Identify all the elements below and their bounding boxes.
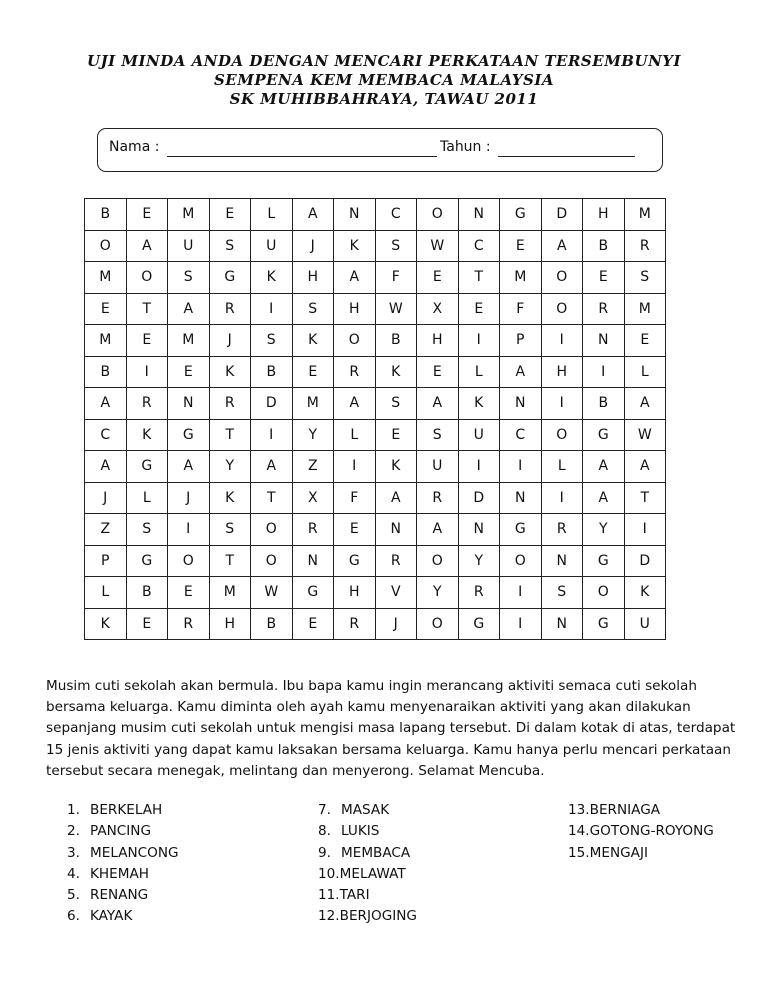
grid-cell[interactable]: L [624,356,666,388]
word-list-col-2 [318,800,417,928]
grid-cell[interactable]: A [583,482,625,514]
grid-cell[interactable]: B [583,388,625,420]
grid-cell[interactable]: L [541,451,583,483]
grid-row [85,293,666,325]
grid-cell[interactable]: G [209,262,251,294]
grid-cell[interactable]: E [624,325,666,357]
grid-row [85,262,666,294]
word-item: 7. MASAK [318,802,390,818]
grid-cell[interactable]: R [624,230,666,262]
grid-cell[interactable]: S [209,514,251,546]
grid-cell[interactable]: R [583,293,625,325]
grid-cell[interactable]: B [583,230,625,262]
grid-cell[interactable]: E [168,577,210,609]
grid-cell[interactable]: N [168,388,210,420]
grid-cell[interactable]: D [541,199,583,231]
grid-cell[interactable]: A [334,388,376,420]
grid-cell[interactable]: T [251,482,293,514]
grid-cell[interactable]: E [292,608,334,640]
grid-cell[interactable]: I [251,293,293,325]
grid-cell[interactable]: U [417,451,459,483]
grid-cell[interactable]: N [458,199,500,231]
grid-cell[interactable]: B [85,199,127,231]
grid-row [85,419,666,451]
grid-cell[interactable]: A [292,199,334,231]
grid-cell[interactable]: R [126,388,168,420]
grid-cell[interactable]: Y [209,451,251,483]
grid-cell[interactable]: B [251,356,293,388]
grid-cell[interactable]: L [458,356,500,388]
grid-cell[interactable]: I [541,482,583,514]
grid-cell[interactable]: Y [458,545,500,577]
grid-cell[interactable]: E [375,419,417,451]
instruction-line: bersama keluarga. Kamu diminta oleh ayah kamu menyenaraikan aktiviti yang akan dilakukan [46,699,691,716]
grid-cell[interactable]: M [624,199,666,231]
word-item: 15.MENGAJI [568,844,648,861]
grid-row [85,451,666,483]
grid-cell[interactable]: S [624,262,666,294]
grid-cell[interactable]: H [334,577,376,609]
grid-cell[interactable]: J [375,608,417,640]
grid-cell[interactable]: S [209,230,251,262]
grid-row [85,325,666,357]
grid-cell[interactable]: M [292,388,334,420]
grid-cell[interactable]: S [292,293,334,325]
grid-cell[interactable]: E [417,356,459,388]
grid-cell[interactable]: U [251,230,293,262]
grid-cell[interactable]: M [209,577,251,609]
word-item: 6. KAYAK [67,908,133,925]
grid-cell[interactable]: U [624,608,666,640]
grid-row [85,577,666,609]
grid-cell[interactable]: I [583,356,625,388]
instruction-line: Musim cuti sekolah akan bermula. Ibu bapa kamu ingin merancang aktiviti semaca cuti sekolah [46,678,697,694]
grid-cell[interactable]: E [334,514,376,546]
grid-cell[interactable]: K [209,356,251,388]
grid-cell[interactable]: O [85,230,127,262]
word-item: 8. LUKIS [318,823,380,840]
grid-cell[interactable]: P [500,325,542,357]
grid-cell[interactable]: G [583,608,625,640]
grid-cell[interactable]: X [292,482,334,514]
grid-cell[interactable]: K [624,577,666,609]
grid-cell[interactable]: G [458,608,500,640]
grid-cell[interactable]: I [541,388,583,420]
instruction-line: sepanjang musim cuti sekolah untuk mengisi masa lapang tersebut. Di dalam kotak di atas, terdapat [46,720,736,737]
grid-cell[interactable]: T [624,482,666,514]
grid-cell[interactable]: B [375,325,417,357]
grid-cell[interactable]: S [375,388,417,420]
grid-cell[interactable]: K [209,482,251,514]
grid-cell[interactable]: R [458,577,500,609]
grid-cell[interactable]: E [126,199,168,231]
grid-cell[interactable]: O [417,545,459,577]
grid-cell[interactable]: L [85,577,127,609]
instructions [46,676,736,782]
grid-cell[interactable]: A [334,262,376,294]
name-label: Nama : [109,139,160,155]
grid-cell[interactable]: S [375,230,417,262]
grid-cell[interactable]: A [126,230,168,262]
grid-cell[interactable]: S [251,325,293,357]
grid-cell[interactable]: N [583,325,625,357]
grid-cell[interactable]: C [458,230,500,262]
grid-cell[interactable]: G [583,545,625,577]
grid-cell[interactable]: X [417,293,459,325]
grid-cell[interactable]: K [375,356,417,388]
grid-cell[interactable]: W [624,419,666,451]
grid-cell[interactable]: O [251,545,293,577]
grid-cell[interactable]: O [334,325,376,357]
grid-cell[interactable]: Z [292,451,334,483]
grid-cell[interactable]: N [375,514,417,546]
grid-cell[interactable]: I [500,451,542,483]
grid-cell[interactable]: T [458,262,500,294]
name-field[interactable] [167,156,437,157]
grid-cell[interactable]: H [334,293,376,325]
grid-cell[interactable]: E [292,356,334,388]
grid-cell[interactable]: H [417,325,459,357]
grid-row [85,482,666,514]
grid-cell[interactable]: B [126,577,168,609]
word-item: 14.GOTONG-ROYONG [568,823,714,840]
grid-cell[interactable]: Y [292,419,334,451]
grid-cell[interactable]: K [292,325,334,357]
grid-cell[interactable]: O [126,262,168,294]
grid-cell[interactable]: M [500,262,542,294]
grid-cell[interactable]: S [168,262,210,294]
grid-cell[interactable]: G [500,514,542,546]
grid-cell[interactable]: T [126,293,168,325]
title-line-2: SEMPENA KEM MEMBACA MALAYSIA [213,71,555,89]
grid-cell[interactable]: A [541,230,583,262]
grid-cell[interactable]: A [500,356,542,388]
grid-cell[interactable]: M [624,293,666,325]
grid-cell[interactable]: J [209,325,251,357]
instruction-line: tersebut secara menegak, melintang dan menyerong. Selamat Mencuba. [46,762,545,779]
grid-cell[interactable]: H [583,199,625,231]
grid-cell[interactable]: K [85,608,127,640]
grid-cell[interactable]: A [85,451,127,483]
grid-cell[interactable]: S [541,577,583,609]
grid-row [85,608,666,640]
grid-cell[interactable]: W [375,293,417,325]
grid-cell[interactable]: R [168,608,210,640]
grid-cell[interactable]: H [541,356,583,388]
grid-cell[interactable]: N [334,199,376,231]
grid-cell[interactable]: A [168,293,210,325]
grid-cell[interactable]: M [85,325,127,357]
grid-cell[interactable]: W [417,230,459,262]
grid-cell[interactable]: O [251,514,293,546]
grid-cell[interactable]: A [417,388,459,420]
grid-cell[interactable]: I [624,514,666,546]
grid-cell[interactable]: O [541,419,583,451]
grid-cell[interactable]: R [292,514,334,546]
grid-cell[interactable]: E [85,293,127,325]
grid-cell[interactable]: C [375,199,417,231]
grid-cell[interactable]: U [168,230,210,262]
word-item: 10.MELAWAT [318,865,406,882]
name-year-box [97,128,663,172]
word-item: 12.BERJOGING [318,908,417,925]
grid-row [85,388,666,420]
grid-cell[interactable]: C [500,419,542,451]
grid-cell[interactable]: R [417,482,459,514]
grid-cell[interactable]: A [375,482,417,514]
grid-cell[interactable]: G [334,545,376,577]
grid-cell[interactable]: I [334,451,376,483]
grid-cell[interactable]: E [168,356,210,388]
grid-cell[interactable]: N [541,545,583,577]
grid-cell[interactable]: O [541,262,583,294]
grid-cell[interactable]: E [458,293,500,325]
grid-cell[interactable]: S [417,419,459,451]
grid-cell[interactable]: V [375,577,417,609]
grid-cell[interactable]: O [541,293,583,325]
grid-cell[interactable]: F [375,262,417,294]
grid-cell[interactable]: E [583,262,625,294]
grid-cell[interactable]: H [209,608,251,640]
grid-cell[interactable]: L [334,419,376,451]
grid-cell[interactable]: I [168,514,210,546]
grid-row [85,545,666,577]
grid-cell[interactable]: R [375,545,417,577]
grid-cell[interactable]: N [292,545,334,577]
grid-cell[interactable]: A [417,514,459,546]
grid-cell[interactable]: J [292,230,334,262]
grid-cell[interactable]: K [334,230,376,262]
grid-cell[interactable]: M [85,262,127,294]
grid-row [85,514,666,546]
grid-cell[interactable]: I [500,577,542,609]
word-item: 9. MEMBACA [318,844,411,861]
grid-cell[interactable]: E [417,262,459,294]
grid-cell[interactable]: I [458,325,500,357]
grid-cell[interactable]: B [85,356,127,388]
grid-cell[interactable]: E [126,325,168,357]
grid-cell[interactable]: G [500,199,542,231]
grid-cell[interactable]: G [126,545,168,577]
grid-cell[interactable]: O [417,199,459,231]
grid-cell[interactable]: B [251,608,293,640]
grid-cell[interactable]: O [168,545,210,577]
grid-cell[interactable]: U [458,419,500,451]
grid-cell[interactable]: E [500,230,542,262]
grid-cell[interactable]: S [126,514,168,546]
grid-cell[interactable]: K [375,451,417,483]
grid-cell[interactable]: O [417,608,459,640]
title-line-3: SK MUHIBBAHRAYA, TAWAU 2011 [229,90,539,108]
word-item: 5. RENANG [67,887,149,904]
grid-cell[interactable]: N [500,482,542,514]
grid-cell[interactable]: N [541,608,583,640]
grid-cell[interactable]: E [209,199,251,231]
instruction-line: 15 jenis aktiviti yang dapat kamu laksakan bersama keluarga. Kamu hanya perlu mencari perkataan [46,741,731,758]
grid-cell[interactable]: A [85,388,127,420]
grid-cell[interactable]: J [85,482,127,514]
grid-cell[interactable]: D [251,388,293,420]
grid-cell[interactable]: N [458,514,500,546]
word-search-grid [84,198,666,640]
grid-cell[interactable]: A [624,451,666,483]
grid-cell[interactable]: O [500,545,542,577]
grid-cell[interactable]: Y [583,514,625,546]
grid-cell[interactable]: D [458,482,500,514]
grid-cell[interactable]: T [209,545,251,577]
grid-cell[interactable]: K [251,262,293,294]
worksheet-title [0,52,768,109]
word-item: 2. PANCING [67,823,151,840]
grid-cell[interactable]: F [500,293,542,325]
grid-cell[interactable]: M [168,325,210,357]
grid-cell[interactable]: R [541,514,583,546]
grid-cell[interactable]: O [583,577,625,609]
grid-cell[interactable]: K [126,419,168,451]
grid-cell[interactable]: R [334,356,376,388]
grid-cell[interactable]: I [541,325,583,357]
word-item: 4. KHEMAH [67,865,149,882]
word-list-col-1 [67,800,179,928]
grid-cell[interactable]: E [126,608,168,640]
grid-cell[interactable]: W [251,577,293,609]
grid-row [85,356,666,388]
word-item: 1. BERKELAH [67,802,163,818]
grid-cell[interactable]: Y [417,577,459,609]
grid-cell[interactable]: G [126,451,168,483]
grid-cell[interactable]: J [168,482,210,514]
grid-row [85,230,666,262]
word-item: 13.BERNIAGA [568,802,661,818]
grid-cell[interactable]: H [292,262,334,294]
grid-cell[interactable]: Z [85,514,127,546]
grid-cell[interactable]: R [209,293,251,325]
grid-cell[interactable]: L [126,482,168,514]
grid-cell[interactable]: I [251,419,293,451]
word-list-col-3 [568,800,714,864]
grid-cell[interactable]: L [251,199,293,231]
grid-cell[interactable]: I [126,356,168,388]
grid-cell[interactable]: T [209,419,251,451]
grid-cell[interactable]: A [624,388,666,420]
year-field[interactable] [498,156,635,157]
word-item: 11.TARI [318,887,370,904]
grid-cell[interactable]: D [624,545,666,577]
grid-cell[interactable]: G [292,577,334,609]
grid-cell[interactable]: I [500,608,542,640]
year-label: Tahun : [440,139,491,155]
grid-cell[interactable]: P [85,545,127,577]
grid-cell[interactable]: K [458,388,500,420]
title-line-1: UJI MINDA ANDA DENGAN MENCARI PERKATAAN TERSEMBUNYI [87,52,681,70]
grid-cell[interactable]: M [168,199,210,231]
grid-cell[interactable]: G [168,419,210,451]
grid-cell[interactable]: R [334,608,376,640]
word-item: 3. MELANCONG [67,844,179,861]
grid-cell[interactable]: A [168,451,210,483]
grid-cell[interactable]: F [334,482,376,514]
grid-row [85,199,666,231]
grid-cell[interactable]: G [583,419,625,451]
grid-cell[interactable]: N [500,388,542,420]
grid-cell[interactable]: A [583,451,625,483]
grid-cell[interactable]: C [85,419,127,451]
grid-cell[interactable]: I [458,451,500,483]
grid-cell[interactable]: R [209,388,251,420]
grid-cell[interactable]: A [251,451,293,483]
